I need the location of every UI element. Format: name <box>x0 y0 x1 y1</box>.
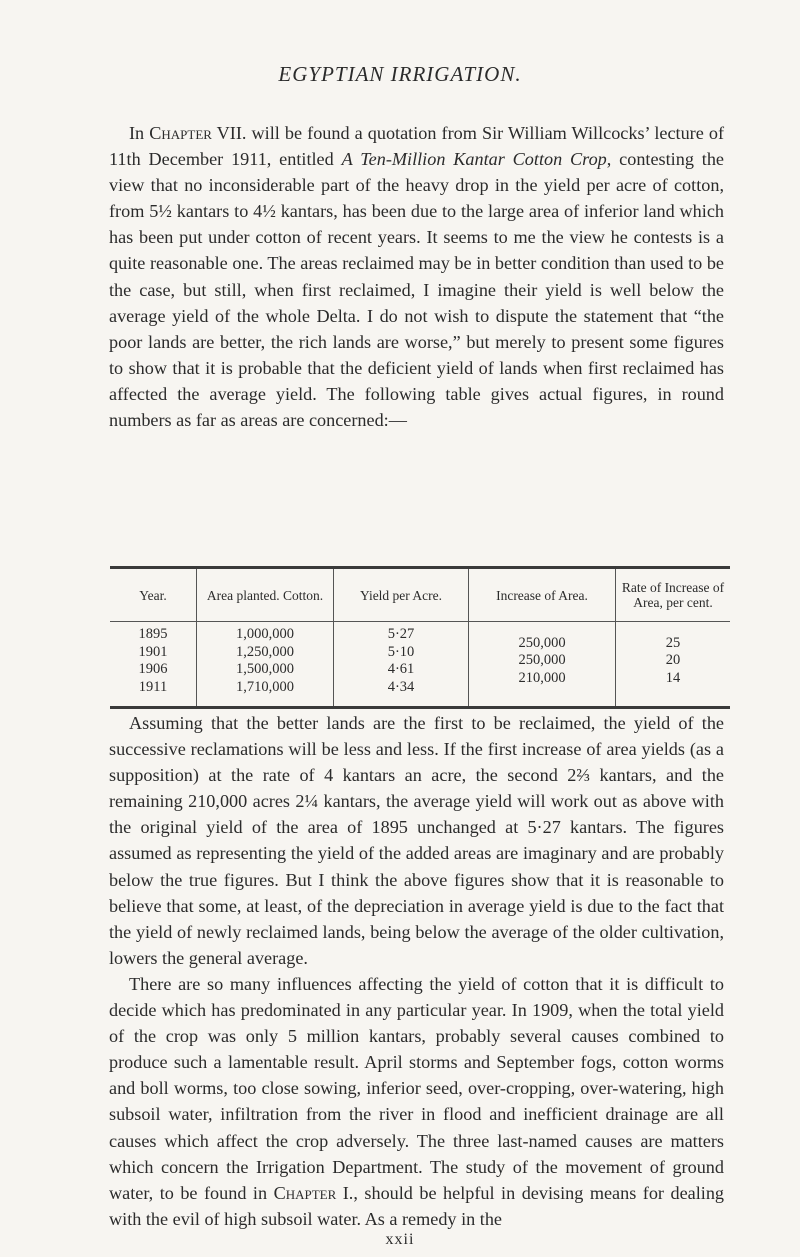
chapter-reference: Chapter VII. <box>149 123 247 143</box>
chapter-reference: Chapter I. <box>273 1182 354 1203</box>
cell-year: 1911 <box>138 678 168 695</box>
cell-yield: 4·34 <box>387 678 415 695</box>
running-head: EGYPTIAN IRRIGATION. <box>278 62 522 86</box>
cell-rate: 14 <box>665 669 681 686</box>
cell-year: 1906 <box>138 661 168 677</box>
header-yield: Yield per Acre. <box>334 568 469 622</box>
header-area: Area planted. Cotton. <box>197 568 334 622</box>
text-span: In <box>129 123 150 143</box>
cell-area: 1,710,000 <box>236 678 294 695</box>
text-span: , contesting the view that no inconsiderable part of the heavy drop in the yield per acre of cotton, from 5½ kantars to 4½ kantars, has been due to the large area of inferior land which has been put under cotton of recent years. It seems to me the view he contests is a quite reasonable one. The areas reclaimed may be in better condition than used to be the case, but still, when first reclaimed, I imagine their yield is well below the average yield of the whole Delta. I do not wish to dispute the statement that “the poor lands are better, the rich lands are worse,” but merely to present some figures to show that it is probable that the deficient yield of lands when first reclaimed has affected the average yield. The following table gives actual figures, in round numbers as far as areas are concerned:— <box>109 149 724 431</box>
cell-area: 1,250,000 <box>236 643 294 660</box>
text-span: , should be helpful in devising means for dealing with the evil of high subsoil water. As a remedy in the <box>109 1182 725 1229</box>
cell-yield: 5·27 <box>387 626 415 642</box>
cell-rate: 20 <box>665 652 681 669</box>
cell-increase: 250,000 <box>518 652 566 669</box>
area-column <box>197 622 334 708</box>
cell-year: 1895 <box>138 626 168 642</box>
increase-column <box>469 622 616 708</box>
text-span: There are so many influences affecting the yield of cotton that it is difficult to decide which has predominated in any particular year. In 1909, when the total yield of the crop was only 5 million kantars, probably several causes combined to produce such a lamentable result. April storms and September fogs, cotton worms and boll worms, too close sowing, inferior seed, over-cropping, over-watering, high subsoil water, infiltration from the river in flood and inefficient drainage are all causes which affect the crop adversely. The three last-named causes are matters which concern the Irrigation Department. The study of the movement of ground water, to be found in <box>109 974 724 1203</box>
lecture-title: A Ten-Million Kantar Cotton Crop <box>341 149 607 170</box>
header-rate: Rate of Increase of Area, per cent. <box>616 568 731 622</box>
paragraph-influences <box>109 971 724 1232</box>
cell-increase: 210,000 <box>518 669 566 686</box>
rate-column <box>616 622 731 708</box>
cell-rate: 25 <box>665 634 681 651</box>
paragraph-intro <box>109 120 724 433</box>
cell-yield: 5·10 <box>387 643 415 660</box>
cell-area: 1,000,000 <box>236 626 294 642</box>
yield-column <box>334 622 469 708</box>
header-increase: Increase of Area. <box>469 568 616 622</box>
year-column <box>110 622 197 708</box>
header-year: Year. <box>110 568 197 622</box>
cell-area: 1,500,000 <box>236 661 294 677</box>
cell-yield: 4·61 <box>387 661 415 677</box>
text-span: will be found a quotation from Sir William Willcocks’ lecture of 11th December 1911, entitled <box>109 123 725 170</box>
cell-year: 1901 <box>138 643 168 660</box>
cell-increase: 250,000 <box>518 634 566 651</box>
cotton-area-table <box>110 566 730 696</box>
paragraph-assumption: Assuming that the better lands are the first to be reclaimed, the yield of the successive reclamations will be less and less. If the first increase of area yields (as a supposition) at the rate of 4 kantars an acre, the second 2⅔ kantars, and the remaining 210,000 acres 2¼ kantars, the average yield will work out as above with the original yield of the area of 1895 unchanged at 5·27 kantars. The figures assumed as representing the yield of the added areas are imaginary and are probably below the true figures. But I think the above figures show that it is reasonable to believe that some, at least, of the depreciation in average yield is due to the fact that the yield of newly reclaimed lands, being below the average of the older cultivation, lowers the general average. <box>109 713 724 968</box>
page-number: xxii <box>385 1231 415 1248</box>
